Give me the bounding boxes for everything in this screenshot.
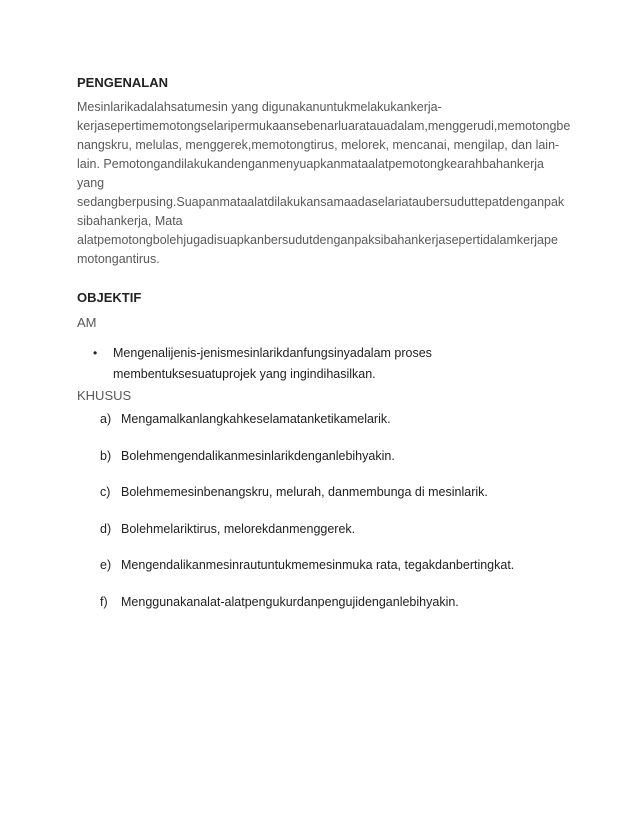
list-item-text: Bolehmengendalikanmesinlarikdenganlebihyakin. xyxy=(121,448,395,463)
list-marker: e) xyxy=(100,558,112,572)
list-item xyxy=(100,558,514,595)
list-item-text xyxy=(113,343,567,385)
list-item xyxy=(77,343,567,385)
list-item-text: Bolehmelariktirus, melorekdanmenggerek. xyxy=(121,521,356,536)
khusus-label: KHUSUS xyxy=(77,388,132,403)
paragraph-line: kerjasepertimemotongselaripermukaansebenarluaratauadalam,menggerudi,memotongbe xyxy=(77,119,571,133)
list-item-text: Mengendalikanmesinrautuntukmemesinmuka rata, tegakdanbertingkat. xyxy=(121,558,515,572)
khusus-list xyxy=(100,412,514,631)
list-marker: d) xyxy=(100,521,112,536)
list-marker: b) xyxy=(100,448,112,463)
list-item xyxy=(100,485,514,522)
list-marker: f) xyxy=(100,594,108,609)
list-item-text: Menggunakanalat-alatpengukurdanpengujidenganlebihyakin. xyxy=(121,594,459,609)
objektif-heading: OBJEKTIF xyxy=(77,290,142,305)
bullet-icon: • xyxy=(93,346,98,360)
list-item xyxy=(100,412,514,449)
am-list xyxy=(77,343,567,385)
list-item xyxy=(100,449,514,486)
paragraph-line: lain. Pemotongandilakukandenganmenyuapkanmataalatpemotongkearahbahankerja xyxy=(77,157,545,171)
paragraph-line: alatpemotongbolehjugadisuapkanbersudutdenganpaksibahankerjasepertidalamkerjape xyxy=(77,233,558,247)
list-item-line: Mengenalijenis-jenismesinlarikdanfungsinyadalam proses xyxy=(113,346,432,360)
paragraph-line: nangskru, melulas, menggerek,memotongtirus, melorek, mencanai, mengilap, dan lain- xyxy=(77,138,560,152)
list-item xyxy=(100,522,514,559)
list-item-text: Mengamalkanlangkahkeselamatanketikamelarik. xyxy=(121,412,391,426)
paragraph-line: Mesinlarikadalahsatumesin yang digunakanuntukmelakukankerja- xyxy=(77,100,442,114)
pengenalan-heading: PENGENALAN xyxy=(77,75,169,90)
list-marker: a) xyxy=(100,412,112,426)
paragraph-line: sedangberpusing.Suapanmataalatdilakukansamaadaselariataubersuduttepatdenganpak xyxy=(77,195,565,209)
list-item-line: membentuksesuatuprojek yang ingindihasilkan. xyxy=(113,367,376,381)
am-label: AM xyxy=(77,315,97,330)
list-marker: c) xyxy=(100,485,111,499)
paragraph-line: yang xyxy=(77,176,105,190)
paragraph-line: motongantirus. xyxy=(77,252,160,266)
pengenalan-paragraph xyxy=(77,98,569,269)
list-item-text: Bolehmemesinbenangskru, melurah, danmembunga di mesinlarik. xyxy=(121,485,488,499)
paragraph-line: sibahankerja, Mata xyxy=(77,214,183,228)
list-item xyxy=(100,595,514,632)
